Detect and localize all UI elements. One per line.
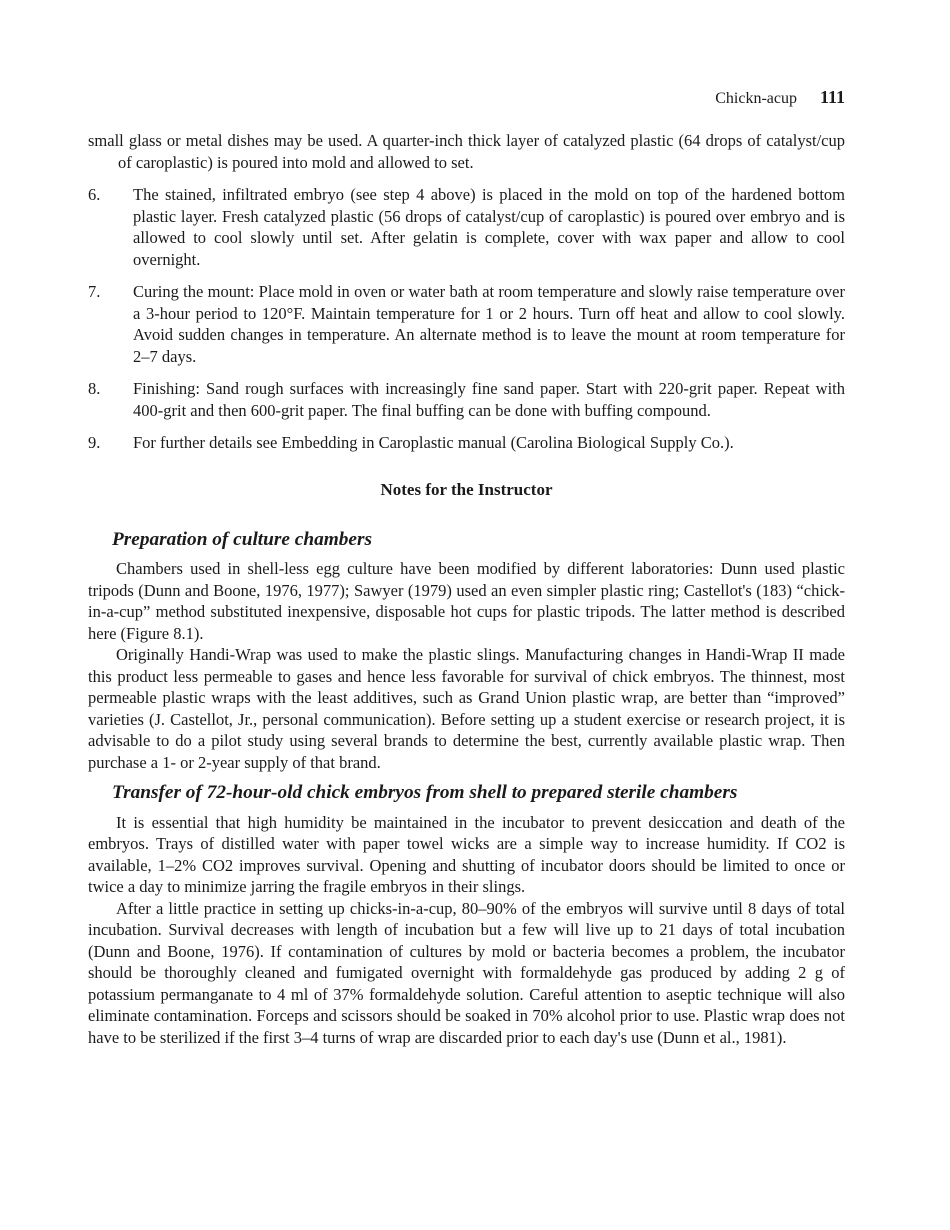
- list-number: 9.: [88, 433, 101, 452]
- list-item-text: For further details see Embedding in Caroplastic manual (Carolina Biological Supply Co.).: [133, 433, 734, 452]
- list-item-text: The stained, infiltrated embryo (see step 4 above) is placed in the mold on top of the hardened bottom plastic layer. Fresh catalyzed plastic (56 drops of catalyst/cup of caroplastic) is poured over embryo and is allowed to cool slowly until set. After gelatin is complete, cover with wax paper and allow to cool overnight.: [133, 185, 845, 269]
- paragraph: Chambers used in shell-less egg culture have been modified by different laboratories: Dunn used plastic tripods (Dunn and Boone, 1976, 1977); Sawyer (1979) used an even simpler plastic ring; Castellot's (183) “chick-in-a-cup” method substituted inexpensive, disposable hot cups for plastic tripods. The latter method is described here (Figure 8.1).: [88, 559, 845, 643]
- list-item-text: Curing the mount: Place mold in oven or water bath at room temperature and slowly raise temperature over a 3-hour period to 120°F. Maintain temperature for 1 or 2 hours. Turn off heat and allow to cool slowly. Avoid sudden changes in temperature. An alternate method is to leave the mount at room temperature for 2–7 days.: [133, 282, 845, 366]
- list-item-6: [88, 184, 845, 270]
- list-number: 8.: [88, 379, 101, 398]
- list-number: 7.: [88, 282, 101, 301]
- text-column: [88, 86, 845, 1048]
- page-number: 111: [819, 87, 845, 107]
- paragraph: It is essential that high humidity be maintained in the incubator to prevent desiccation and death of the embryos. Trays of distilled water with paper towel wicks are a simple way to increase humidity. If CO2 is available, 1–2% CO2 improves survival. Opening and shutting of incubator doors should be limited to once or twice a day to minimize jarring the fragile embryos in their slings.: [88, 812, 845, 896]
- list-item-7: [88, 281, 845, 367]
- list-number: 6.: [88, 185, 101, 204]
- list-item-9: [88, 432, 845, 454]
- intro-continuation-paragraph: small glass or metal dishes may be used. A quarter-inch thick layer of catalyzed plastic (64 drops of catalyst/cup of caroplastic) is poured into mold and allowed to set.: [88, 131, 845, 172]
- paragraph: After a little practice in setting up chicks-in-a-cup, 80–90% of the embryos will survive until 8 days of total incubation. Survival decreases with length of incubation but a few will live up to 21 days of total incubation (Dunn and Boone, 1976). If contamination of cultures by mold or bacteria becomes a problem, the incubator should be thoroughly cleaned and fumigated overnight with formaldehyde gas produced by adding 2 g of potassium permanganate to 4 ml of 37% formaldehyde solution. Careful attention to aseptic technique will also eliminate contamination. Forceps and scissors should be soaked in 70% alcohol prior to use. Plastic wrap does not have to be sterilized if the first 3–4 turns of wrap are discarded prior to each day's use (Dunn et al., 1981).: [88, 898, 845, 1047]
- subsection-heading-preparation: Preparation of culture chambers: [112, 528, 372, 550]
- list-item-text: Finishing: Sand rough surfaces with increasingly fine sand paper. Start with 220-grit paper. Repeat with 400-grit and then 600-grit paper. The final buffing can be done with buffing compound.: [133, 379, 845, 420]
- list-item-8: [88, 378, 845, 421]
- paragraph: Originally Handi-Wrap was used to make the plastic slings. Manufacturing changes in Handi-Wrap II made this product less permeable to gases and hence less favorable for survival of chick embryos. The thinnest, most permeable plastic wraps with the least additives, such as Grand Union plastic wrap, are better than “improved” varieties (J. Castellot, Jr., personal communication). Before setting up a student exercise or research project, it is advisable to do a pilot study using several brands to determine the best, currently available plastic wrap. Then purchase a 1- or 2-year supply of that brand.: [88, 645, 845, 772]
- running-header: [88, 86, 845, 110]
- subsection-heading-transfer: Transfer of 72-hour-old chick embryos from shell to prepared sterile chambers: [112, 782, 738, 803]
- running-title: Chickn-acup: [715, 90, 797, 107]
- section-title: Notes for the Instructor: [380, 479, 553, 499]
